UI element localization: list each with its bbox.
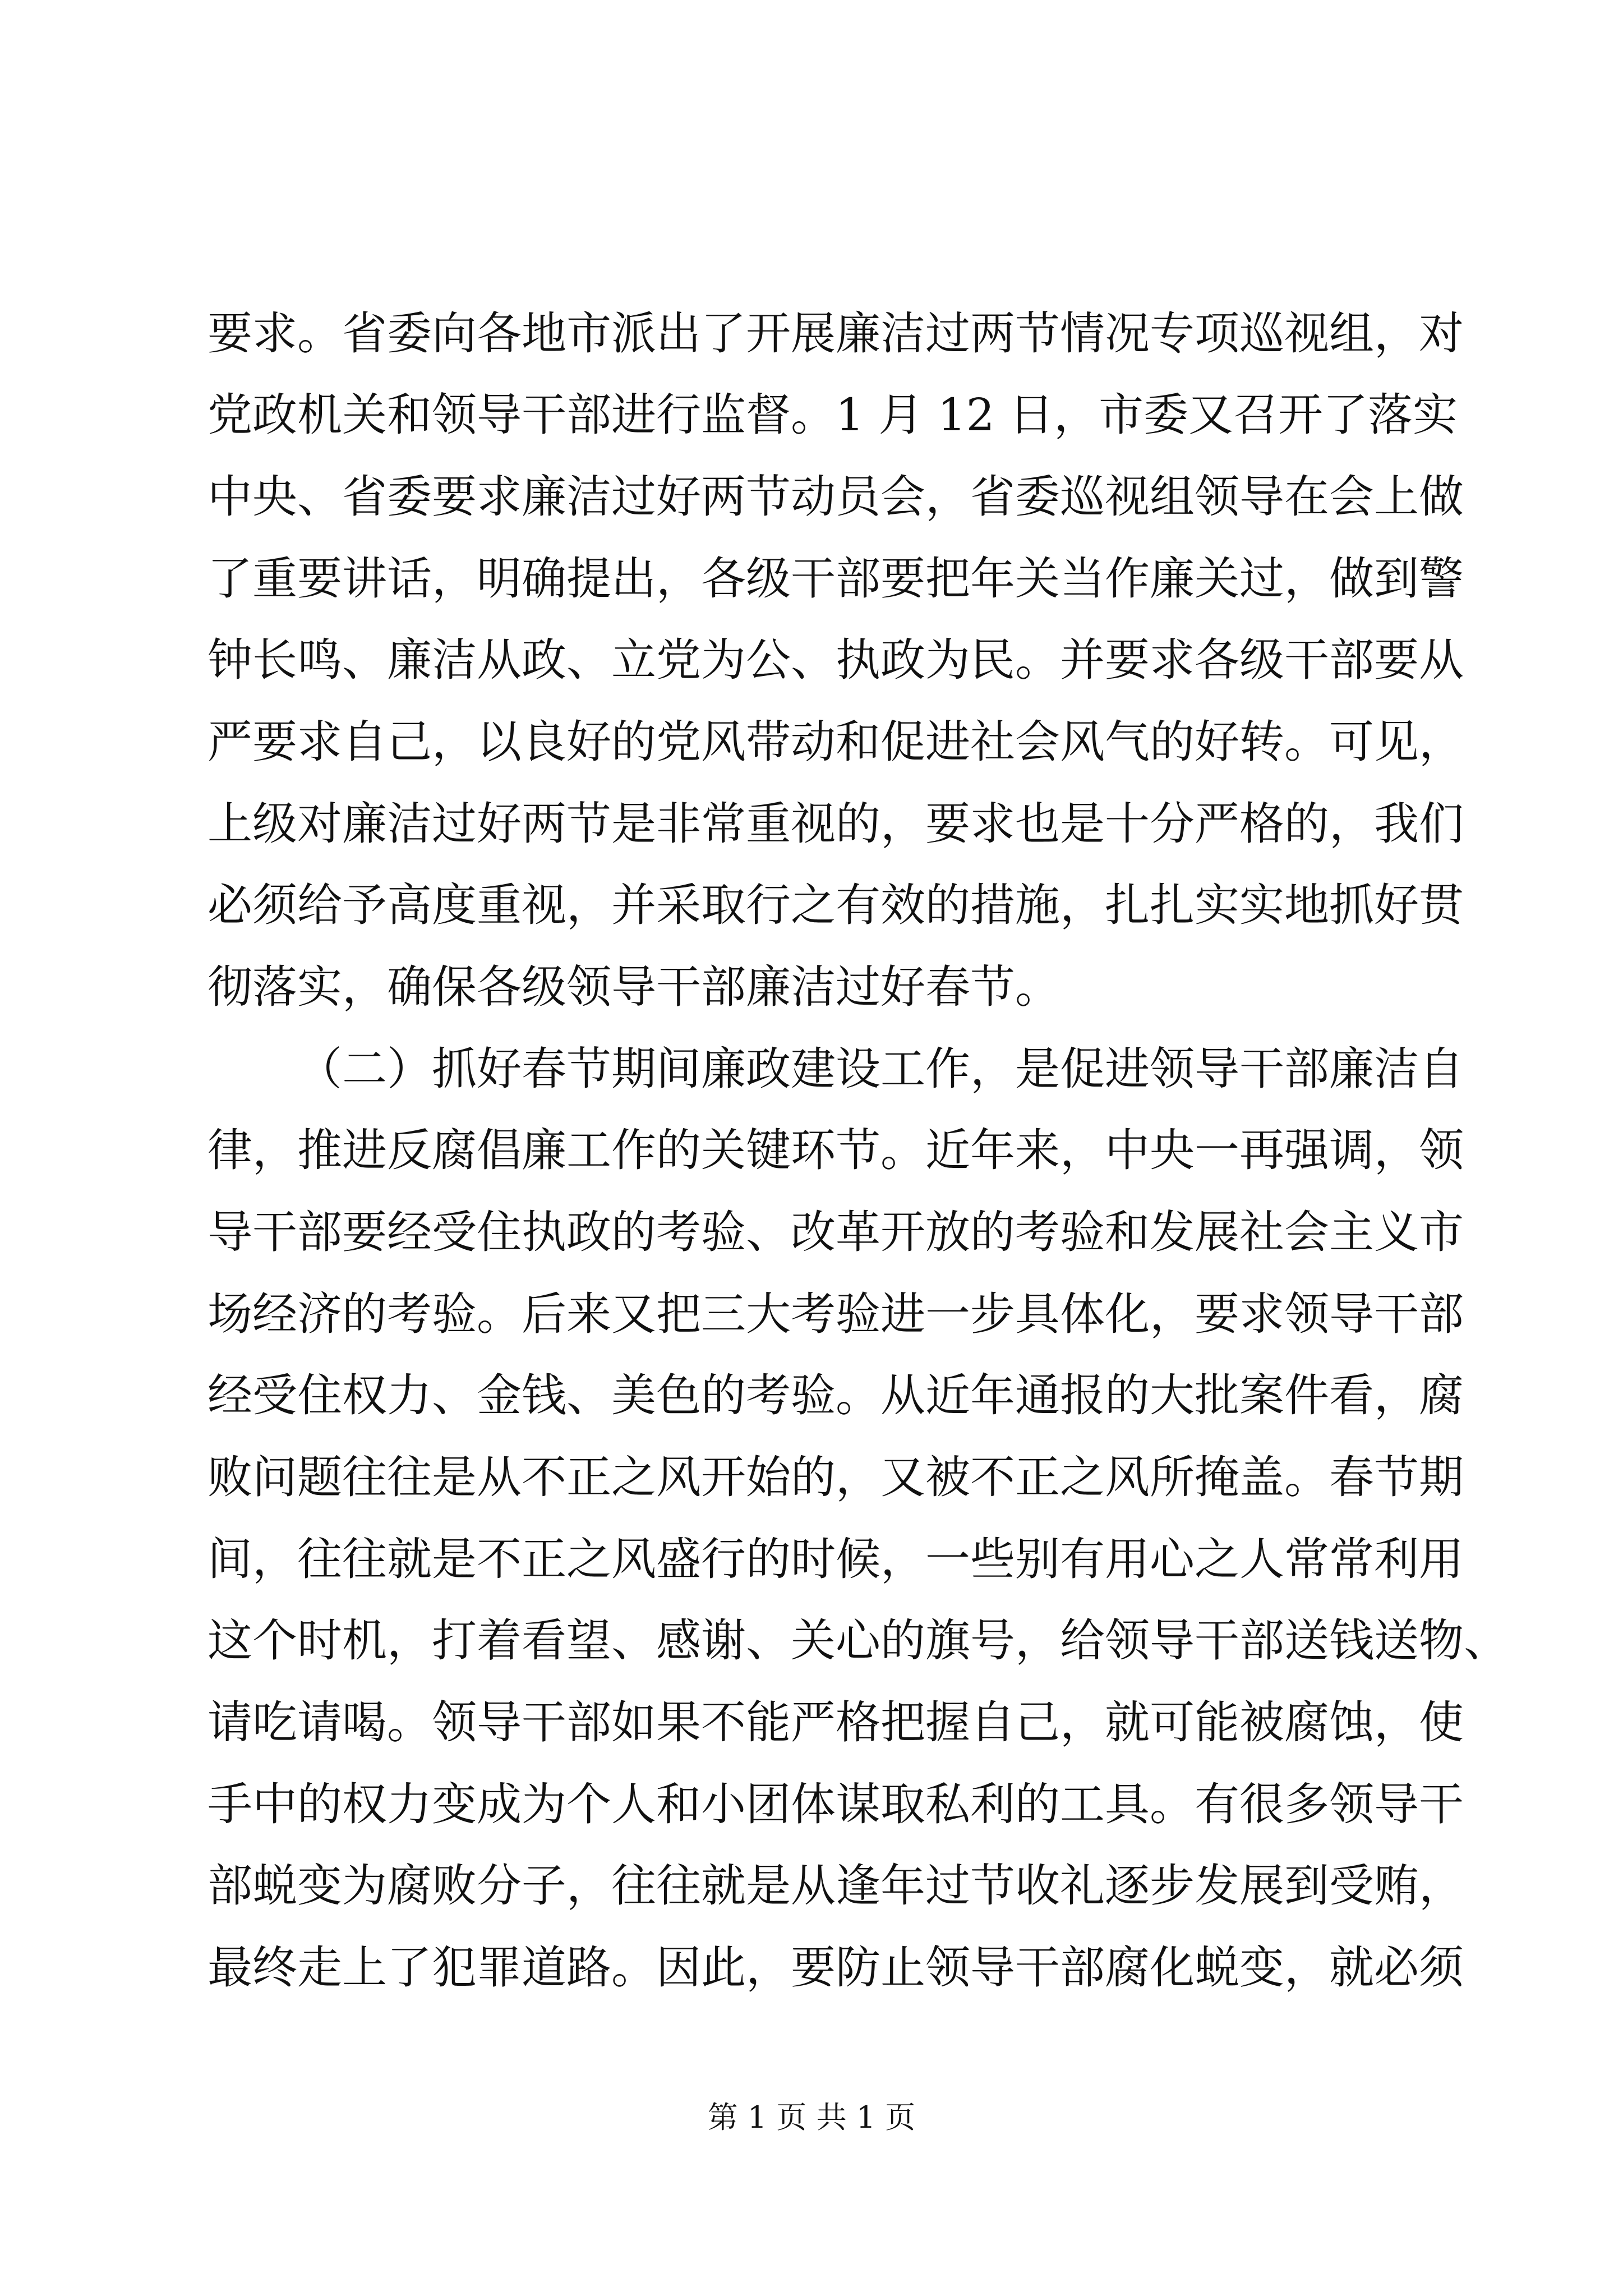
text-line: 律，推进反腐倡廉工作的关键环节。近年来，中央一再强调，领 bbox=[208, 1124, 1464, 1176]
text-line: 党政机关和领导干部进行监督。1 月 12 日，市委又召开了落实 bbox=[208, 389, 1458, 441]
text-line: 导干部要经受住执政的考验、改革开放的考验和发展社会主义市 bbox=[208, 1206, 1464, 1258]
text-line: 这个时机，打着看望、感谢、关心的旗号，给领导干部送钱送物、 bbox=[208, 1614, 1509, 1667]
paragraph-first-line: （二）抓好春节期间廉政建设工作，是促进领导干部廉洁自 bbox=[297, 1043, 1464, 1095]
text-line: 彻落实，确保各级领导干部廉洁过好春节。 bbox=[208, 961, 1060, 1013]
text-line: 必须给予高度重视，并采取行之有效的措施，扎扎实实地抓好贯 bbox=[208, 879, 1464, 931]
text-line: 请吃请喝。领导干部如果不能严格把握自己，就可能被腐蚀，使 bbox=[208, 1696, 1464, 1749]
text-line: 了重要讲话，明确提出，各级干部要把年关当作廉关过，做到警 bbox=[208, 553, 1464, 605]
text-line: 要求。省委向各地市派出了开展廉洁过两节情况专项巡视组，对 bbox=[208, 307, 1464, 360]
text-line: 严要求自己，以良好的党风带动和促进社会风气的好转。可见， bbox=[208, 716, 1464, 768]
text-line: 中央、省委要求廉洁过好两节动员会，省委巡视组领导在会上做 bbox=[208, 471, 1464, 523]
text-line: 经受住权力、金钱、美色的考验。从近年通报的大批案件看，腐 bbox=[208, 1369, 1464, 1421]
text-line: 最终走上了犯罪道路。因此，要防止领导干部腐化蜕变，就必须 bbox=[208, 1941, 1464, 1994]
text-line: 上级对廉洁过好两节是非常重视的，要求也是十分严格的，我们 bbox=[208, 798, 1464, 850]
text-line: 钟长鸣、廉洁从政、立党为公、执政为民。并要求各级干部要从 bbox=[208, 634, 1464, 686]
text-line: 场经济的考验。后来又把三大考验进一步具体化，要求领导干部 bbox=[208, 1288, 1464, 1340]
text-line: 间，往往就是不正之风盛行的时候，一些别有用心之人常常利用 bbox=[208, 1533, 1464, 1585]
text-line: 部蜕变为腐败分子，往往就是从逢年过节收礼逐步发展到受贿， bbox=[208, 1860, 1464, 1912]
text-line: 手中的权力变成为个人和小团体谋取私利的工具。有很多领导干 bbox=[208, 1778, 1464, 1830]
text-line: 败问题往往是从不正之风开始的，又被不正之风所掩盖。春节期 bbox=[208, 1451, 1464, 1503]
page-number-footer: 第 1 页 共 1 页 bbox=[707, 2100, 916, 2135]
